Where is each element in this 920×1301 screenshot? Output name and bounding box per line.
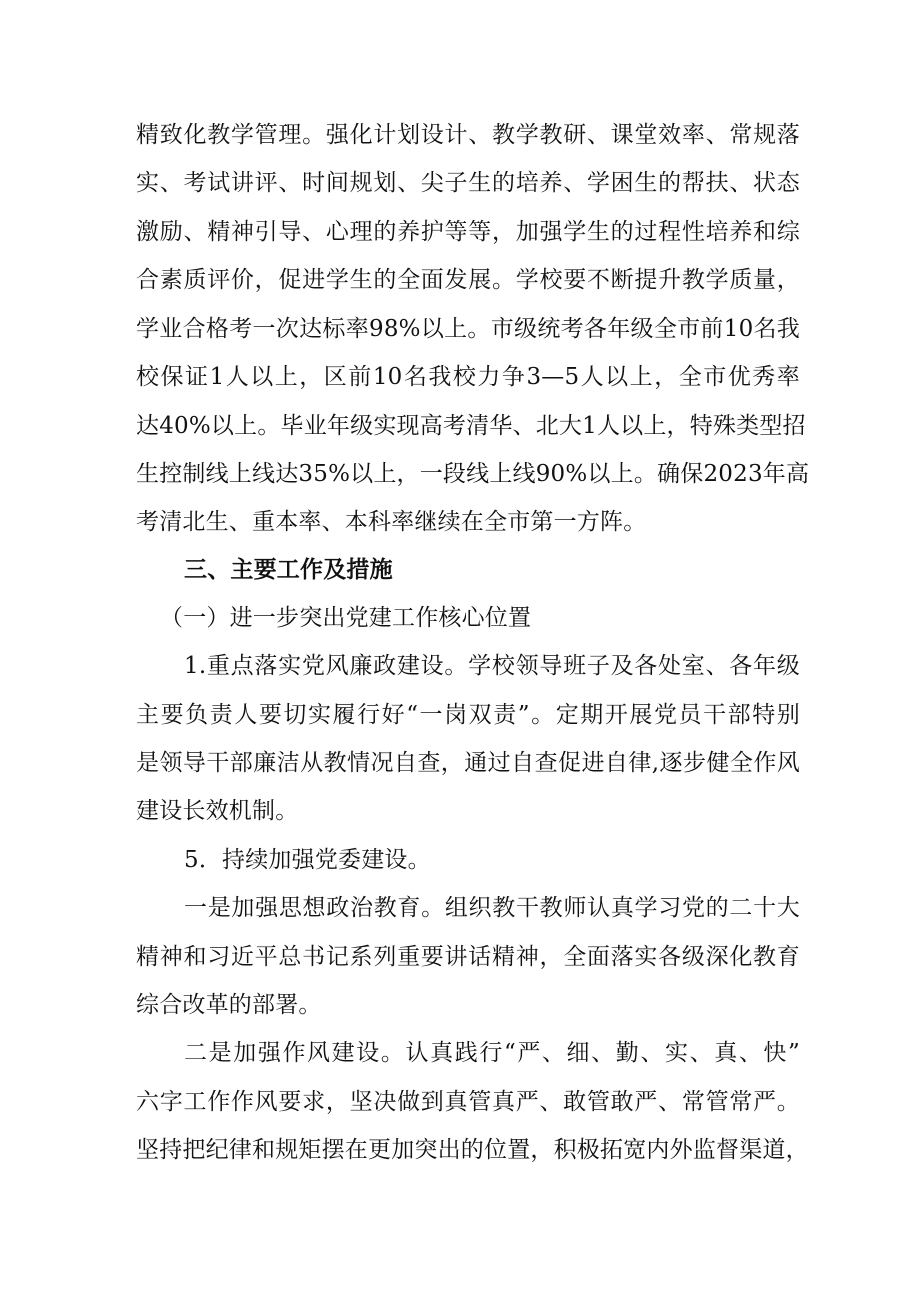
paragraph-line: 学业合格考一次达标率98%以上。市级统考各年级全市前10名我 — [136, 316, 800, 342]
paragraph-line: 实、考试讲评、时间规划、尖子生的培养、学困生的帮扶、状态 — [136, 170, 800, 196]
paragraph-line: 考清北生、重本率、本科率继续在全市第一方阵。 — [136, 509, 647, 535]
section-heading: 三、主要工作及措施 — [184, 556, 393, 583]
paragraph-line: 综合改革的部署。 — [136, 992, 322, 1018]
paragraph-line: 建设长效机制。 — [136, 798, 299, 824]
paragraph-line: 主要负责人要切实履行好“一岗双责”。定期开展党员干部特别 — [136, 702, 800, 728]
paragraph-line: 激励、精神引导、心理的养护等等，加强学生的过程性培养和综 — [136, 219, 800, 245]
paragraph-line: 生控制线上线达35%以上，一段线上线90%以上。确保2023年高 — [136, 461, 810, 487]
paragraph-line: 六字工作作风要求，坚决做到真管真严、敢管敢严、常管常严。 — [136, 1089, 800, 1115]
paragraph-line: 达40%以上。毕业年级实现高考清华、北大1人以上，特殊类型招 — [136, 413, 806, 439]
paragraph-line: 精神和习近平总书记系列重要讲话精神，全面落实各级深化教育 — [136, 944, 800, 970]
paragraph-line: 是领导干部廉洁从教情况自查，通过自查促进自律,逐步健全作风 — [136, 750, 800, 776]
paragraph-line: 合素质评价，促进学生的全面发展。学校要不断提升教学质量， — [136, 267, 800, 293]
paragraph-line: 1.重点落实党风廉政建设。学校领导班子及各处室、各年级 — [184, 653, 800, 679]
paragraph-line: 一是加强思想政治教育。组织教干教师认真学习党的二十大 — [184, 895, 800, 921]
subsection-heading: （一）进一步突出党建工作核心位置 — [160, 605, 532, 631]
paragraph-line: 精致化教学管理。强化计划设计、教学教研、课堂效率、常规落 — [136, 122, 800, 148]
paragraph-line: 校保证1人以上，区前10名我校力争3—5人以上，全市优秀率 — [136, 364, 800, 390]
item-heading: 5．持续加强党委建设。 — [184, 847, 431, 873]
paragraph-line: 坚持把纪律和规矩摆在更加突出的位置，积极拓宽内外监督渠道， — [136, 1137, 809, 1163]
paragraph-line: 二是加强作风建设。认真践行“严、细、勤、实、真、快” — [184, 1040, 800, 1066]
